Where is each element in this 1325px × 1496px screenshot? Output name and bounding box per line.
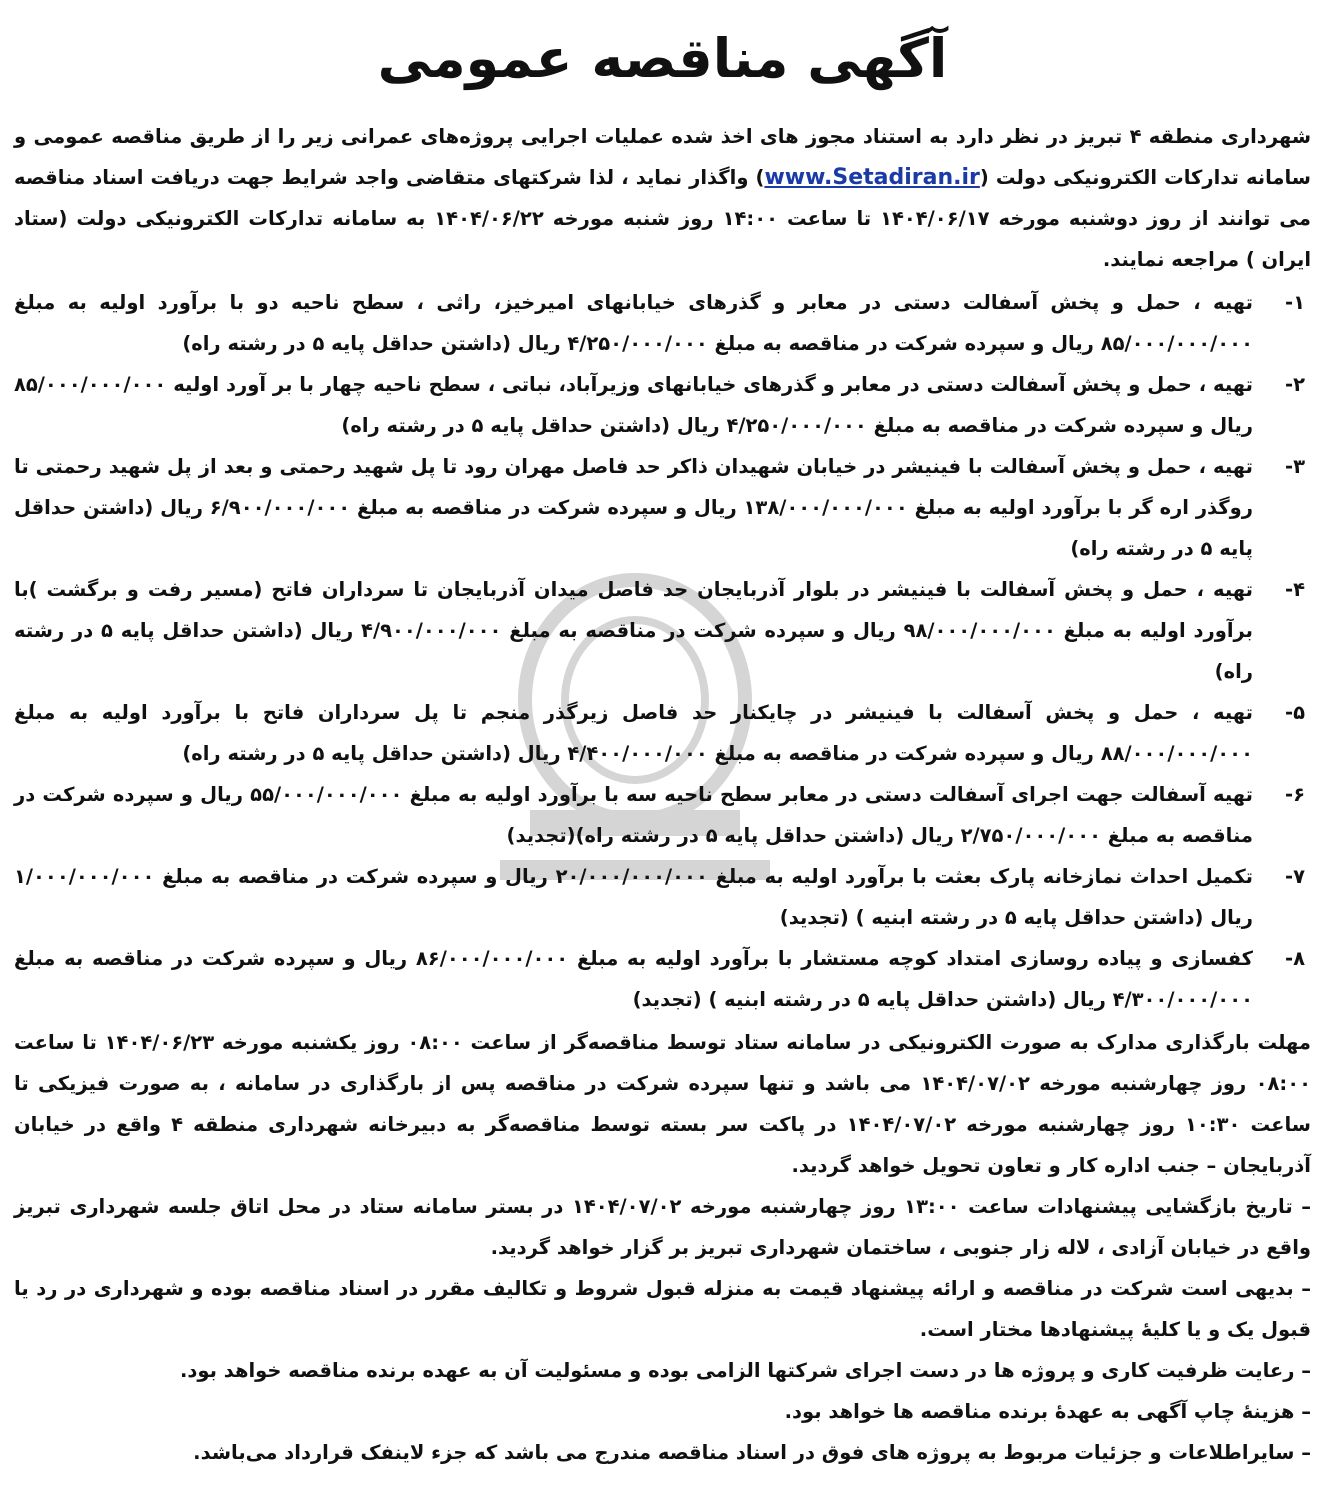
project-text: تهیه ، حمل و پخش آسفالت با فینیشر در بلوار آذربایجان حد فاصل میدان آذربایجان تا سرداران فاتح (مسیر رفت و برگشت )با برآورد اولیه به مبلغ ۹۸/۰۰۰/۰۰۰/۰۰۰ ریال و سپرده شرکت در مناقصه به مبلغ ۴/۹۰۰/۰۰۰/۰۰۰ ریال (داشتن حداقل پایه ۵ در رشته راه) <box>14 578 1253 683</box>
note-ad-cost: – هزینهٔ چاپ آگهی به عهدهٔ برنده مناقصه ها خواهد بود. <box>784 1400 1311 1423</box>
project-text: تهیه آسفالت جهت اجرای آسفالت دستی در معابر سطح ناحیه سه با برآورد اولیه به مبلغ ۵۵/۰۰۰/۰۰۰/۰۰۰ ریال و سپرده شرکت در مناقصه به مبلغ ۲/۷۵۰/۰۰۰/۰۰۰ ریال (داشتن حداقل پایه ۵ در رشته راه)(تجدید) <box>14 783 1253 847</box>
note-acceptance: – بدیهی است شرکت در مناقصه و ارائه پیشنهاد قیمت به منزله قبول شروط و تکالیف مقرر در اسناد مناقصه بوده و شهرداری در رد یا قبول یک و یا کلیهٔ پیشنهادها مختار است. <box>14 1277 1311 1341</box>
project-text: تهیه ، حمل و پخش آسفالت با فینیشر در چایکنار حد فاصل زیرگذر منجم تا پل سرداران فاتح با برآورد اولیه به مبلغ ۸۸/۰۰۰/۰۰۰/۰۰۰ ریال و سپرده شرکت در مناقصه به مبلغ ۴/۴۰۰/۰۰۰/۰۰۰ ریال (داشتن حداقل پایه ۵ در رشته راه) <box>14 701 1253 765</box>
tender-notice <box>14 6 1311 1473</box>
page-title: آگهی مناقصه عمومی <box>377 27 948 90</box>
project-list <box>14 282 1311 1020</box>
setadiran-link[interactable]: www.Setadiran.ir <box>764 165 980 190</box>
note-opening-date: – تاریخ بازگشایی پیشنهادات ساعت ۱۳:۰۰ روز چهارشنبه مورخه ۱۴۰۴/۰۷/۰۲ در بستر سامانه ستاد در محل اتاق جلسه شهرداری تبریز واقع در خیابان آزادی ، لاله زار جنوبی ، ساختمان شهرداری تبریز بر گزار خواهد گردید. <box>14 1195 1311 1259</box>
project-text: تهیه ، حمل و پخش آسفالت دستی در معابر و گذرهای خیابانهای وزیرآباد، نباتی ، سطح ناحیه چهار با بر آورد اولیه ۸۵/۰۰۰/۰۰۰/۰۰۰ ریال و سپرده شرکت در مناقصه به مبلغ ۴/۲۵۰/۰۰۰/۰۰۰ ریال (داشتن حداقل پایه ۵ در رشته راه) <box>14 373 1253 437</box>
project-number: ۸- <box>1285 947 1305 970</box>
project-number: ۳- <box>1285 455 1305 478</box>
deadline-paragraph: مهلت بارگذاری مدارک به صورت الکترونیکی در سامانه ستاد توسط مناقصه‌گر از ساعت ۰۸:۰۰ روز یکشنبه مورخه ۱۴۰۴/۰۶/۲۳ تا ساعت ۰۸:۰۰ روز چهارشنبه مورخه ۱۴۰۴/۰۷/۰۲ می باشد و تنها سپرده شرکت در مناقصه پس از بارگذاری در سامانه ، به صورت فیزیکی تا ساعت ۱۰:۳۰ روز چهارشنبه مورخه ۱۴۰۴/۰۷/۰۲ در پاکت سر بسته توسط مناقصه‌گر به دبیرخانه شهرداری منطقه ۴ واقع در خیابان آذربایجان – جنب اداره کار و تعاون تحویل خواهد گردید. <box>14 1031 1312 1177</box>
intro-text-end: ) واگذار نماید ، لذا شرکتهای متقاضی واجد شرایط جهت دریافت اسناد مناقصه می توانند از روز دوشنبه مورخه ۱۴۰۴/۰۶/۱۷ تا ساعت ۱۴:۰۰ روز شنبه مورخه ۱۴۰۴/۰۶/۲۲ به سامانه تدارکات الکترونیکی دولت (ستاد ایران ) مراجعه نمایند. <box>14 166 1311 271</box>
note-capacity: – رعایت ظرفیت کاری و پروژه ها در دست اجرای شرکتها الزامی بوده و مسئولیت آن به عهده برنده مناقصه خواهد بود. <box>179 1359 1311 1382</box>
intro-paragraph <box>14 116 1311 280</box>
project-number: ۲- <box>1285 373 1305 396</box>
project-item-1 <box>14 282 1311 364</box>
project-item-4 <box>14 569 1311 692</box>
project-item-3 <box>14 446 1311 569</box>
project-number: ۶- <box>1285 783 1305 806</box>
project-number: ۴- <box>1285 578 1305 601</box>
project-text: تهیه ، حمل و پخش آسفالت دستی در معابر و گذرهای خیابانهای امیرخیز، راثی ، سطح ناحیه دو با برآورد اولیه به مبلغ ۸۵/۰۰۰/۰۰۰/۰۰۰ ریال و سپرده شرکت در مناقصه به مبلغ ۴/۲۵۰/۰۰۰/۰۰۰ ریال (داشتن حداقل پایه ۵ در رشته راه) <box>14 291 1253 355</box>
intro-text-start: شهرداری منطقه ۴ تبریز در نظر دارد به استناد مجوز های اخذ شده عملیات اجرایی پروژه‌های عمرانی زیر را از طریق مناقصه عمومی و سامانه تدارکات الکترونیکی دولت ( <box>14 125 1311 189</box>
project-item-5 <box>14 692 1311 774</box>
note-other-info: – سایراطلاعات و جزئیات مربوط به پروژه های فوق در اسناد مناقصه مندرج می باشد که جزء لاینفک قرارداد می‌باشد. <box>193 1441 1311 1464</box>
project-item-2 <box>14 364 1311 446</box>
project-item-8 <box>14 938 1311 1020</box>
project-item-7 <box>14 856 1311 938</box>
project-item-6 <box>14 774 1311 856</box>
project-number: ۷- <box>1285 865 1305 888</box>
project-number: ۱- <box>1285 291 1305 314</box>
project-number: ۵- <box>1285 701 1305 724</box>
project-text: کفسازی و پیاده روسازی امتداد کوچه مستشار با برآورد اولیه به مبلغ ۸۶/۰۰۰/۰۰۰/۰۰۰ ریال و سپرده شرکت در مناقصه به مبلغ ۴/۳۰۰/۰۰۰/۰۰۰ ریال (داشتن حداقل پایه ۵ در رشته ابنیه ) (تجدید) <box>14 947 1253 1011</box>
project-text: تهیه ، حمل و پخش آسفالت با فینیشر در خیابان شهیدان ذاکر حد فاصل مهران رود تا پل شهید رحمتی و بعد از پل شهید رحمتی تا روگذر اره گر با برآورد اولیه به مبلغ ۱۳۸/۰۰۰/۰۰۰/۰۰۰ ریال و سپرده شرکت در مناقصه به مبلغ ۶/۹۰۰/۰۰۰/۰۰۰ ریال (داشتن حداقل پایه ۵ در رشته راه) <box>14 455 1253 560</box>
project-text: تکمیل احداث نمازخانه پارک بعثت با برآورد اولیه به مبلغ ۲۰/۰۰۰/۰۰۰/۰۰۰ ریال و سپرده شرکت در مناقصه به مبلغ ۱/۰۰۰/۰۰۰/۰۰۰ ریال (داشتن حداقل پایه ۵ در رشته ابنیه ) (تجدید) <box>14 865 1253 929</box>
